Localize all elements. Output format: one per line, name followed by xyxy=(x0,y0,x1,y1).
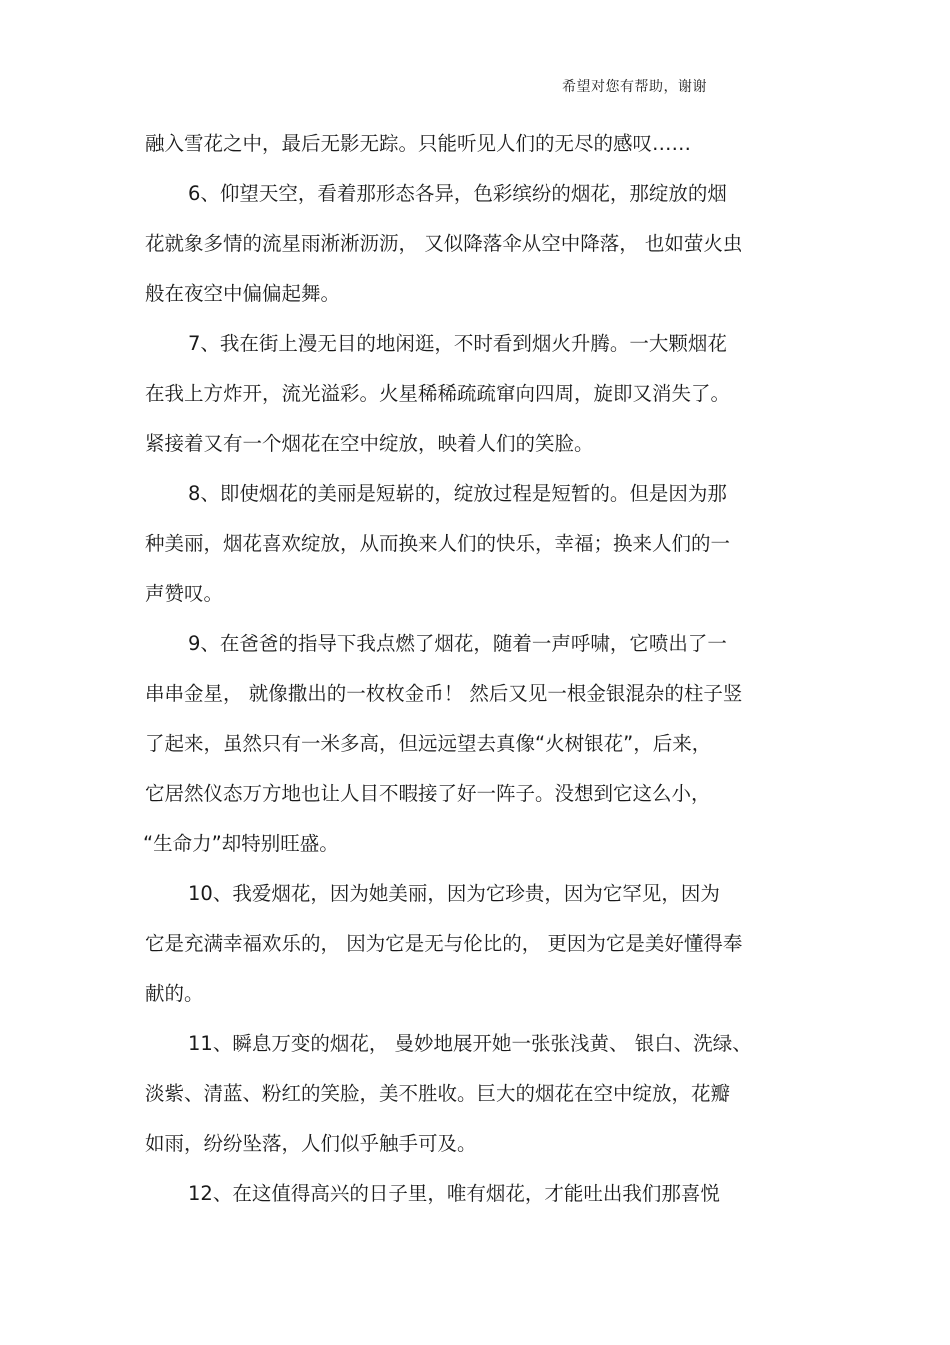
text-line: 在我上方炸开，流光溢彩。火星稀稀疏疏窜向四周，旋即又消失了。 xyxy=(145,382,731,405)
paragraph-12-line-1: 12、在这值得高兴的日子里，唯有烟花，才能吐出我们那喜悦 xyxy=(188,1182,720,1205)
paragraph-8-line-1: 8、即使烟花的美丽是短崭的，绽放过程是短暂的。但是因为那 xyxy=(188,482,727,505)
text-line: 串串金星， 就像撒出的一枚枚金币！ 然后又见一根金银混杂的柱子竖 xyxy=(145,682,743,705)
text-line: 淡紫、清蓝、粉红的笑脸，美不胜收。巨大的烟花在空中绽放，花瓣 xyxy=(145,1082,731,1105)
header-note: 希望对您有帮助，谢谢 xyxy=(562,79,707,95)
paragraph-11-line-1: 11、瞬息万变的烟花， 曼妙地展开她一张张浅黄、 银白、洗绿、 xyxy=(188,1032,752,1055)
text-line: “生命力”却特别旺盛。 xyxy=(143,832,339,855)
text-line: 了起来，虽然只有一米多高，但远远望去真像“火树银花”，后来， xyxy=(145,732,712,755)
text-line: 种美丽，烟花喜欢绽放，从而换来人们的快乐，幸福；换来人们的一 xyxy=(145,532,731,555)
text-line: 般在夜空中偏偏起舞。 xyxy=(145,282,341,305)
text-line: 花就象多情的流星雨淅淅沥沥， 又似降落伞从空中降落， 也如萤火虫 xyxy=(145,232,743,255)
paragraph-10-line-1: 10、我爱烟花，因为她美丽，因为它珍贵，因为它罕见，因为 xyxy=(188,882,720,905)
paragraph-6-line-1: 6、仰望天空，看着那形态各异，色彩缤纷的烟花，那绽放的烟 xyxy=(188,182,727,205)
text-line: 献的。 xyxy=(145,982,204,1005)
text-line: 紧接着又有一个烟花在空中绽放，映着人们的笑脸。 xyxy=(145,432,594,455)
text-line: 声赞叹。 xyxy=(145,582,224,605)
paragraph-7-line-1: 7、我在街上漫无目的地闲逛，不时看到烟火升腾。一大颗烟花 xyxy=(188,332,727,355)
text-line: 如雨，纷纷坠落，人们似乎触手可及。 xyxy=(145,1132,477,1155)
paragraph-9-line-1: 9、在爸爸的指导下我点燃了烟花，随着一声呼啸，它喷出了一 xyxy=(188,632,727,655)
text-line: 它居然仪态万方地也让人目不暇接了好一阵子。没想到它这么小， xyxy=(145,782,711,805)
text-line: 融入雪花之中，最后无影无踪。只能听见人们的无尽的感叹…… xyxy=(145,132,692,155)
text-line: 它是充满幸福欢乐的， 因为它是无与伦比的， 更因为它是美好懂得奉 xyxy=(145,932,743,955)
